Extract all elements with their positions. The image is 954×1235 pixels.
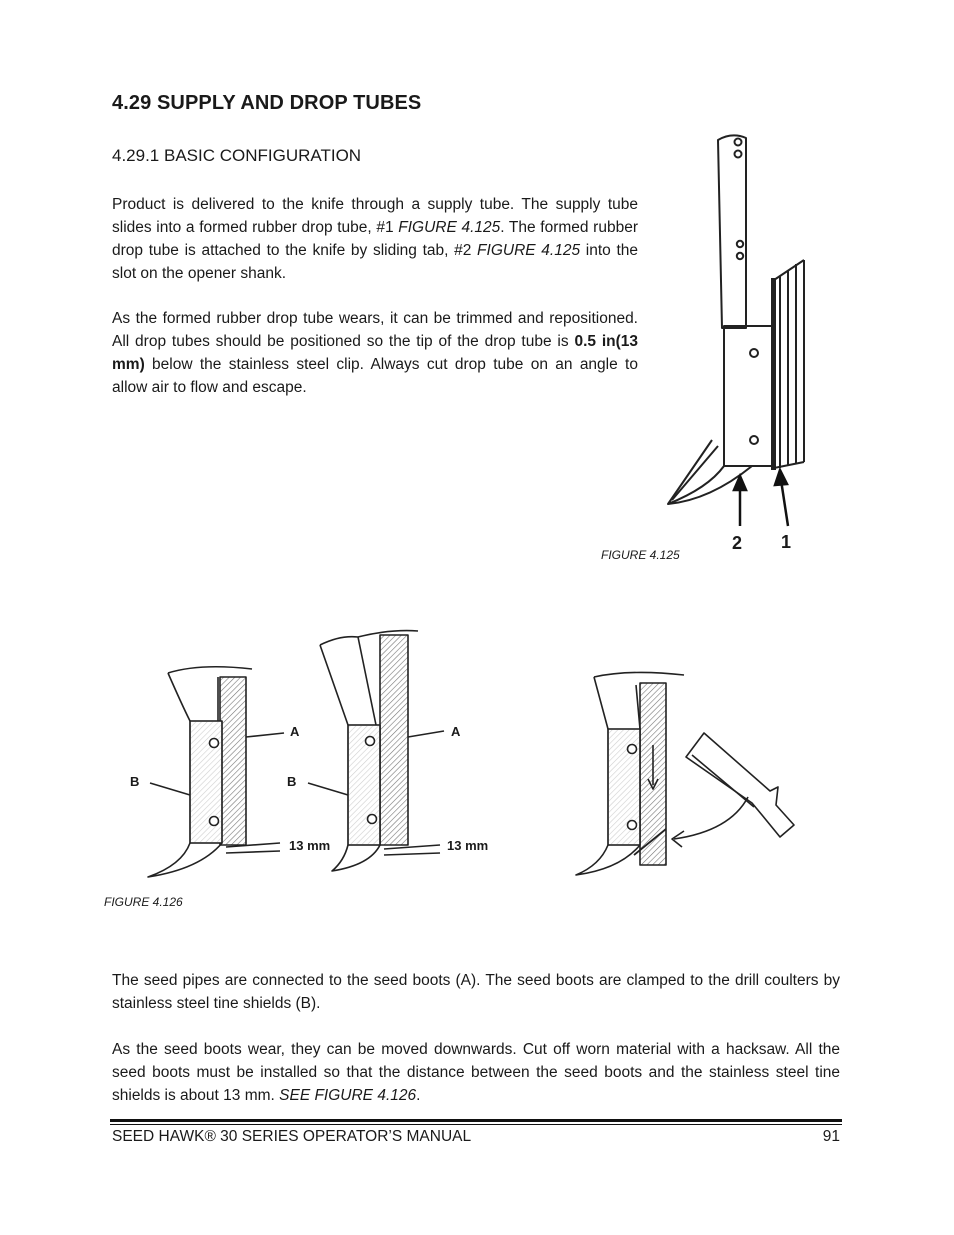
figure-reference: FIGURE 4.125 <box>477 242 581 259</box>
paragraph-text: into the slot on the opener shank. <box>112 242 639 282</box>
paragraph-text: . <box>416 1087 421 1104</box>
footer-manual-title: SEED HAWK® 30 SERIES OPERATOR’S MANUAL <box>112 1128 472 1145</box>
figure-4-125-drawing <box>660 128 810 528</box>
figure-4-125-caption: FIGURE 4.125 <box>601 548 680 562</box>
label-13mm: 13 mm <box>447 838 489 853</box>
paragraph-text: As the seed boots wear, they can be moved downwards. Cut off worn material with a hacksaw. All the seed boots must be installed so that the distance between the seed boots and the stainless steel tine shields is about 13 mm. <box>112 1041 840 1104</box>
figure-reference: FIGURE 4.125 <box>398 219 501 236</box>
paragraph-text: below the stainless steel clip. Always cut drop tube on an angle to allow air to flow and escape. <box>112 356 638 396</box>
label-seed-boot-a: A <box>451 724 461 739</box>
label-seed-boot-a: A <box>290 724 300 739</box>
paragraph-seed-pipes: The seed pipes are connected to the seed boots (A). The seed boots are clamped to the drill coulters by stainless steel tine shields (B). <box>112 972 840 1012</box>
paragraph-supply-tube <box>112 193 638 285</box>
footer-rule-thin <box>110 1124 842 1125</box>
measurement-emphasis: 0.5 in(13 mm) <box>112 333 639 373</box>
figure-label-1: 1 <box>781 532 792 552</box>
paragraph-text: As the formed rubber drop tube wears, it can be trimmed and repositioned. All drop tubes should be positioned so the tip of the drop tube is <box>112 310 638 350</box>
footer-rule-thick <box>110 1119 842 1122</box>
label-tine-shield-b: B <box>287 774 297 789</box>
paragraph-text: Product is delivered to the knife through a supply tube. The supply tube slides into a formed rubber drop tube, #1 <box>112 196 638 236</box>
paragraph-drop-tube-wear <box>112 307 638 399</box>
paragraph-text: . The formed rubber drop tube is attached to the knife by sliding tab, #2 <box>112 219 638 259</box>
section-title: 4.29 SUPPLY AND DROP TUBES <box>112 92 422 114</box>
label-tine-shield-b: B <box>130 774 140 789</box>
page-number: 91 <box>822 1128 840 1145</box>
subsection-title: 4.29.1 BASIC CONFIGURATION <box>112 146 362 165</box>
label-13mm: 13 mm <box>289 838 331 853</box>
paragraph-seed-boot-wear <box>112 1038 840 1107</box>
figure-4-126-caption: FIGURE 4.126 <box>104 895 183 909</box>
figure-reference: SEE FIGURE 4.126 <box>279 1087 417 1104</box>
figure-label-2: 2 <box>732 533 743 553</box>
